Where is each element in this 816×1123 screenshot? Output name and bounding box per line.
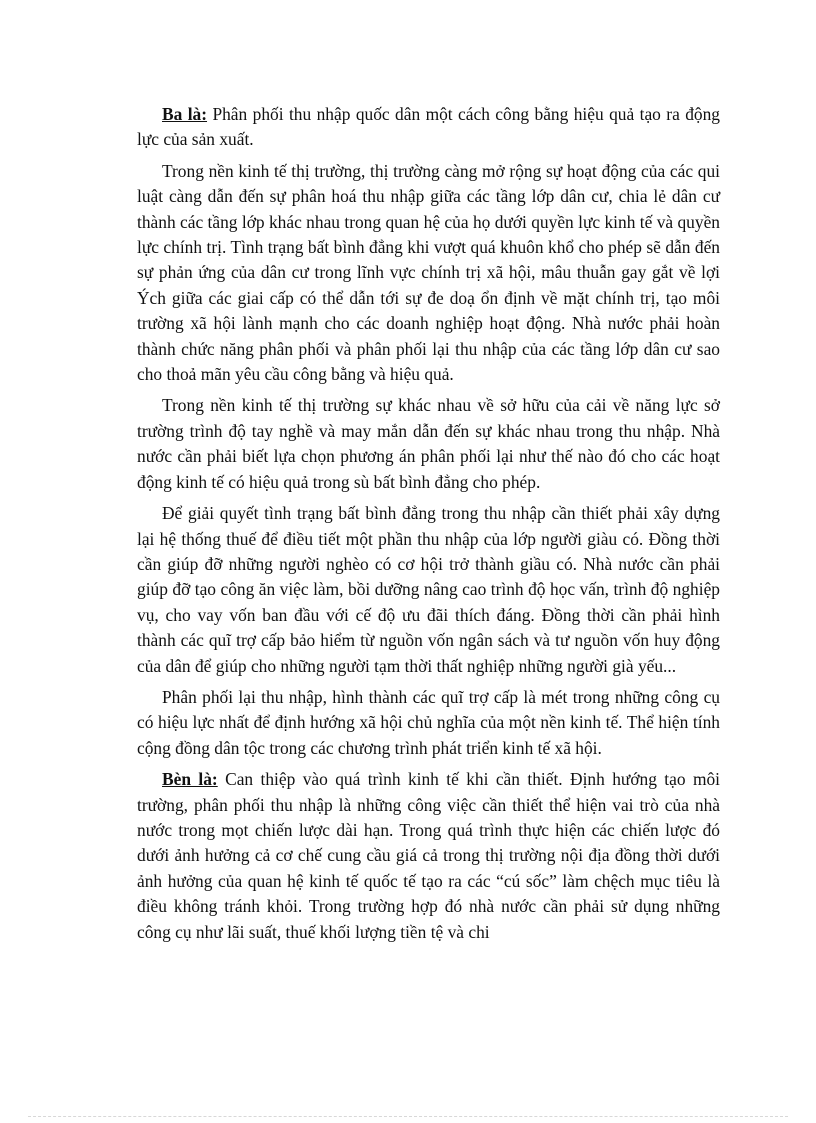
paragraph-market-economy: [137, 159, 720, 388]
paragraph-text: Phân phối thu nhập quốc dân một cách công bằng hiệu quả tạo ra động lực của sản xuất.: [137, 104, 720, 150]
document-body: [137, 102, 720, 951]
paragraph-text: Để giải quyết tình trạng bất bình đẳng trong thu nhập cần thiết phải xây dựng lại hệ thống thuế để điều tiết một phần thu nhập của lớp người giàu có. Đồng thời cần giúp đỡ những người nghèo có cơ hội trở thành giầu có. Nhà nước cần phải giúp đỡ tạo công ăn việc làm, bồi dưỡng nâng cao trình độ học vấn, trình độ nghiệp vụ, cho vay vốn ban đầu với cế độ ưu đãi thích đáng. Đồng thời cần phải hình thành các quĩ trợ cấp bảo hiểm từ nguồn vốn ngân sách và tư nguồn vốn huy động của dân để giúp cho những người tạm thời thất nghiệp những người già yếu...: [137, 503, 720, 676]
paragraph-tax-system: [137, 501, 720, 679]
paragraph-text: Can thiệp vào quá trình kinh tế khi cần thiết. Định hướng tạo môi trường, phân phối thu nhập là những công việc cần thiết thể hiện vai trò của nhà nước trong mọt chiến lược dài hạn. Trong quá trình thực hiện các chiến lược đó dưới ảnh hưởng cả cơ chế cung cầu giá cả trong thị trường nội địa đồng thời dưới ảnh hưởng của quan hệ kinh tế quốc tế tạo ra các “cú sốc” làm chệch mục tiêu là điều không tránh khỏi. Trong trường hợp đó nhà nước cần phải sử dụng những công cụ như lãi suất, thuế khối lượng tiền tệ và chi: [137, 769, 721, 942]
paragraph-ben-la: [137, 767, 720, 945]
section-label-ben-la: Bèn là:: [162, 769, 218, 790]
paragraph-text: Trong nền kinh tế thị trường, thị trường càng mở rộng sự hoạt động của các qui luật càng dẫn đến sự phân hoá thu nhập giữa các tầng lớp dân cư, chia lẻ dân cư thành các tầng lớp khác nhau trong quan hệ của họ dưới quyền lực kinh tế và quyền lực chính trị. Tình trạng bất bình đẳng khi vượt quá khuôn khổ cho phép sẽ dẫn đến sự phản ứng của dân cư trong lĩnh vực chính trị xã hội, mâu thuẫn gay gắt về lợi Ých giữa các giai cấp có thể dẫn tới sự đe doạ ổn định về mặt chính trị, tạo môi trường xã hội lành mạnh cho các doanh nghiệp hoạt động. Nhà nước phải hoàn thành chức năng phân phối và phân phối lại thu nhập của các tầng lớp dân cư sao cho thoả mãn yêu cầu công bằng và hiệu quả.: [137, 160, 720, 385]
paragraph-text: Trong nền kinh tế thị trường sự khác nhau về sở hữu của cải về năng lực sở trường trình độ tay nghề và may mắn dẫn đến sự khác nhau trong thu nhập. Nhà nước cần phải biết lựa chọn phương án phân phối lại như thế nào đó cho các hoạt động kinh tế có hiệu quả trong sù bất bình đẳng cho phép.: [137, 395, 720, 492]
section-label-ba-la: Ba là:: [162, 104, 208, 124]
paragraph-text: Phân phối lại thu nhập, hình thành các quĩ trợ cấp là mét trong những công cụ có hiệu lực nhất để định hướng xã hội chủ nghĩa của một nền kinh tế. Thể hiện tính cộng đồng dân tộc trong các chương trình phát triển kinh tế xã hội.: [137, 686, 720, 758]
paragraph-ba-la: [137, 102, 720, 153]
paragraph-ownership-differences: [137, 393, 720, 495]
paragraph-redistribution: [137, 685, 720, 761]
page-bottom-divider: [28, 1116, 788, 1117]
